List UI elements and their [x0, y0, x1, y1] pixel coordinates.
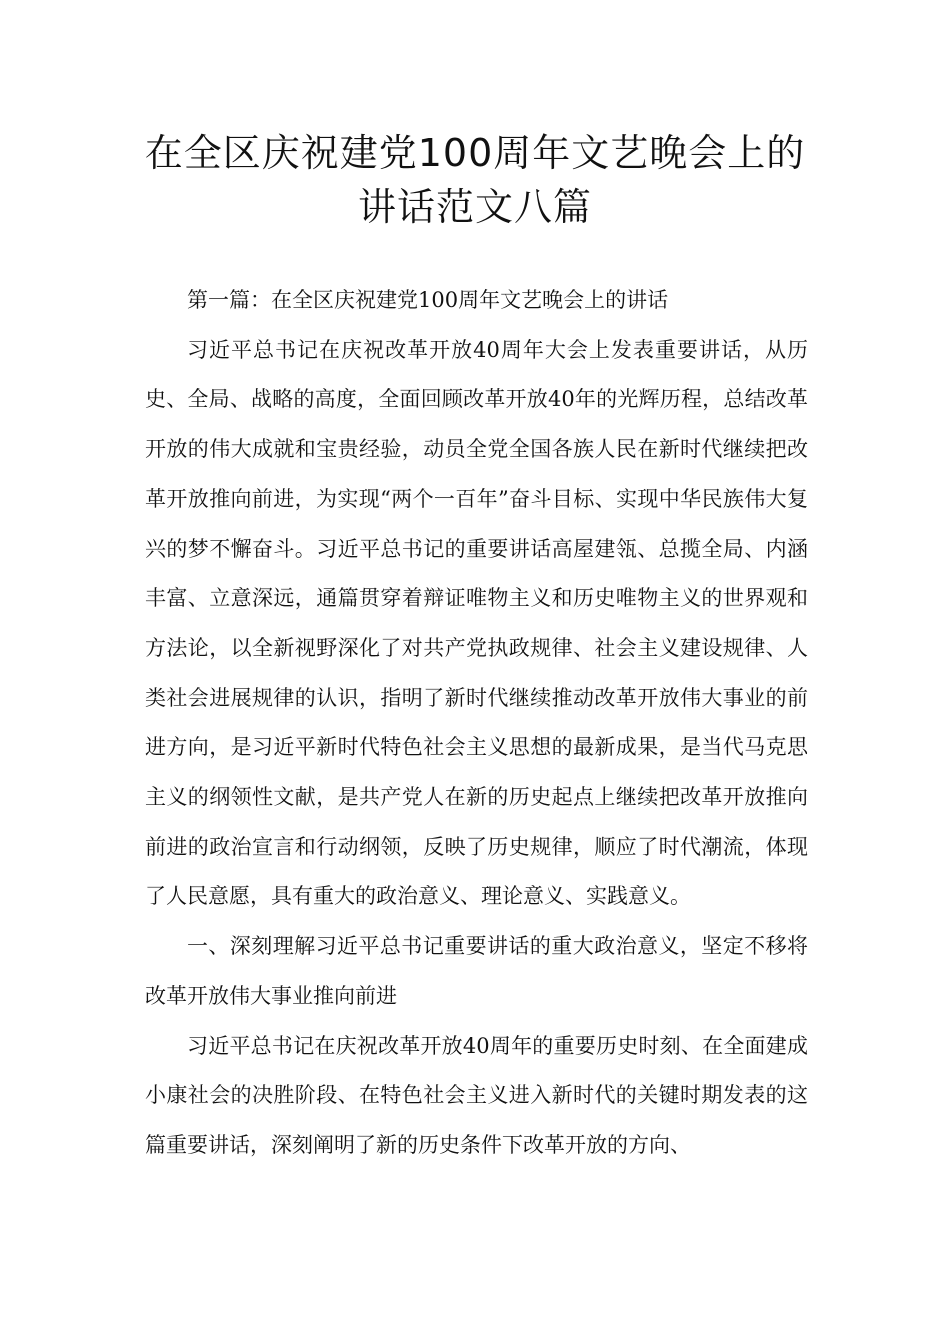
body-paragraph: 习近平总书记在庆祝改革开放40周年的重要历史时刻、在全面建成小康社会的决胜阶段、在特色社会主义进入新时代的关键时期发表的这篇重要讲话，深刻阐明了新的历史条件下改革开放的方向、	[145, 1033, 808, 1157]
chapter-heading: 第一篇：在全区庆祝建党100周年文艺晚会上的讲话	[187, 288, 669, 312]
body-paragraph: 习近平总书记在庆祝改革开放40周年大会上发表重要讲话，从历史、全局、战略的高度，全面回顾改革开放40年的光辉历程，总结改革开放的伟大成就和宝贵经验，动员全党全国各族人民在新时代继续把改革开放推向前进，为实现“两个一百年”奋斗目标、实现中华民族伟大复兴的梦不懈奋斗。习近平总书记的重要讲话高屋建瓴、总揽全局、内涵丰富、立意深远，通篇贯穿着辩证唯物主义和历史唯物主义的世界观和方法论，以全新视野深化了对共产党执政规律、社会主义建设规律、人类社会进展规律的认识，指明了新时代继续推动改革开放伟大事业的前进方向，是习近平新时代特色社会主义思想的最新成果，是当代马克思主义的纲领性文献，是共产党人在新的历史起点上继续把改革开放推向前进的政治宣言和行动纲领，反映了历史规律，顺应了时代潮流，体现了人民意愿，具有重大的政治意义、理论意义、实践意义。	[145, 337, 808, 909]
document-title	[120, 126, 830, 234]
document-body	[145, 276, 808, 1171]
section-heading: 一、深刻理解习近平总书记重要讲话的重大政治意义，坚定不移将改革开放伟大事业推向前进	[145, 934, 808, 1008]
title-line-2: 讲话范文八篇	[357, 185, 592, 229]
title-line-1: 在全区庆祝建党100周年文艺晚会上的	[144, 131, 806, 175]
